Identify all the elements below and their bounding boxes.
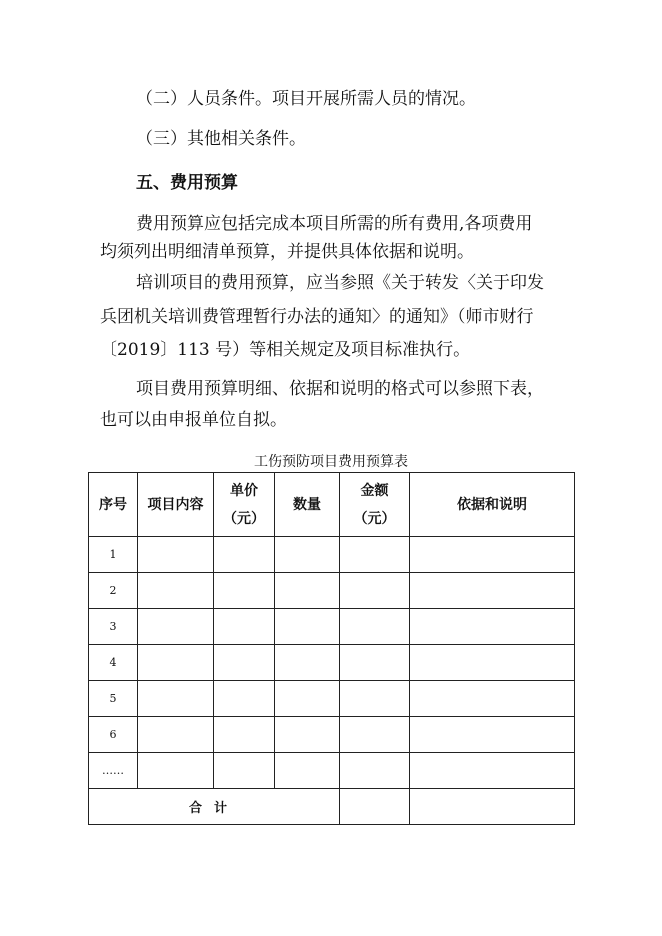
header-quantity: 数量 [275, 473, 340, 537]
cell-quantity [275, 681, 340, 717]
cell-item [138, 681, 214, 717]
header-unit-price-unit: （元） [223, 510, 265, 527]
cell-unit-price [214, 717, 275, 753]
cell-unit-price [214, 753, 275, 789]
table-total-row [89, 789, 575, 825]
cell-unit-price [214, 573, 275, 609]
paragraph-training-line-3: 〔2019〕113 号）等相关规定及项目标准执行。 [100, 340, 471, 360]
cell-basis [410, 609, 575, 645]
cell-amount [340, 753, 410, 789]
table-header-row [89, 473, 575, 537]
cell-quantity [275, 717, 340, 753]
cell-basis [410, 645, 575, 681]
cell-quantity [275, 573, 340, 609]
cell-total-amount [340, 789, 410, 825]
table-caption: 工伤预防项目费用预算表 [254, 454, 408, 470]
header-amount-unit: （元） [353, 510, 396, 527]
table-row [89, 645, 575, 681]
header-unit-price [214, 473, 275, 537]
cell-unit-price [214, 609, 275, 645]
cell-amount [340, 573, 410, 609]
cell-item [138, 537, 214, 573]
table-row [89, 573, 575, 609]
budget-table [88, 472, 575, 825]
header-seq: 序号 [89, 473, 138, 537]
paragraph-personnel-conditions: （二）人员条件。项目开展所需人员的情况。 [136, 89, 476, 109]
header-amount-label: 金额 [360, 482, 389, 499]
cell-item [138, 573, 214, 609]
cell-unit-price [214, 681, 275, 717]
row-number: …… [89, 753, 138, 789]
paragraph-format-line-2: 也可以由申报单位自拟。 [100, 410, 287, 430]
cell-total-basis [410, 789, 575, 825]
cell-amount [340, 717, 410, 753]
cell-item [138, 645, 214, 681]
section-heading-budget: 五、费用预算 [136, 173, 238, 193]
cell-basis [410, 573, 575, 609]
total-label: 合计 [89, 789, 340, 825]
table-row [89, 717, 575, 753]
row-number: 3 [89, 609, 138, 645]
row-number: 1 [89, 537, 138, 573]
cell-amount [340, 645, 410, 681]
paragraph-budget-line-2: 均须列出明细清单预算，并提供具体依据和说明。 [100, 242, 474, 262]
cell-quantity [275, 609, 340, 645]
header-item: 项目内容 [138, 473, 214, 537]
row-number: 2 [89, 573, 138, 609]
cell-basis [410, 717, 575, 753]
row-number: 4 [89, 645, 138, 681]
row-number: 6 [89, 717, 138, 753]
cell-amount [340, 681, 410, 717]
header-unit-price-label: 单价 [230, 482, 258, 499]
table-row [89, 609, 575, 645]
table-row [89, 537, 575, 573]
paragraph-budget-line-1: 费用预算应包括完成本项目所需的所有费用,各项费用 [136, 214, 533, 234]
paragraph-format-line-1: 项目费用预算明细、依据和说明的格式可以参照下表， [136, 379, 544, 399]
paragraph-training-line-2: 兵团机关培训费管理暂行办法的通知〉的通知》（师市财行 [100, 307, 534, 327]
paragraph-training-line-1: 培训项目的费用预算，应当参照《关于转发〈关于印发 [136, 273, 544, 293]
header-amount [340, 473, 410, 537]
cell-basis [410, 537, 575, 573]
cell-item [138, 717, 214, 753]
cell-item [138, 753, 214, 789]
table-row [89, 681, 575, 717]
cell-basis [410, 753, 575, 789]
row-number: 5 [89, 681, 138, 717]
cell-quantity [275, 753, 340, 789]
cell-amount [340, 537, 410, 573]
header-basis: 依据和说明 [410, 473, 575, 537]
paragraph-other-conditions: （三）其他相关条件。 [136, 129, 306, 149]
cell-basis [410, 681, 575, 717]
cell-unit-price [214, 645, 275, 681]
cell-quantity [275, 537, 340, 573]
table-row [89, 753, 575, 789]
cell-item [138, 609, 214, 645]
cell-quantity [275, 645, 340, 681]
cell-amount [340, 609, 410, 645]
cell-unit-price [214, 537, 275, 573]
